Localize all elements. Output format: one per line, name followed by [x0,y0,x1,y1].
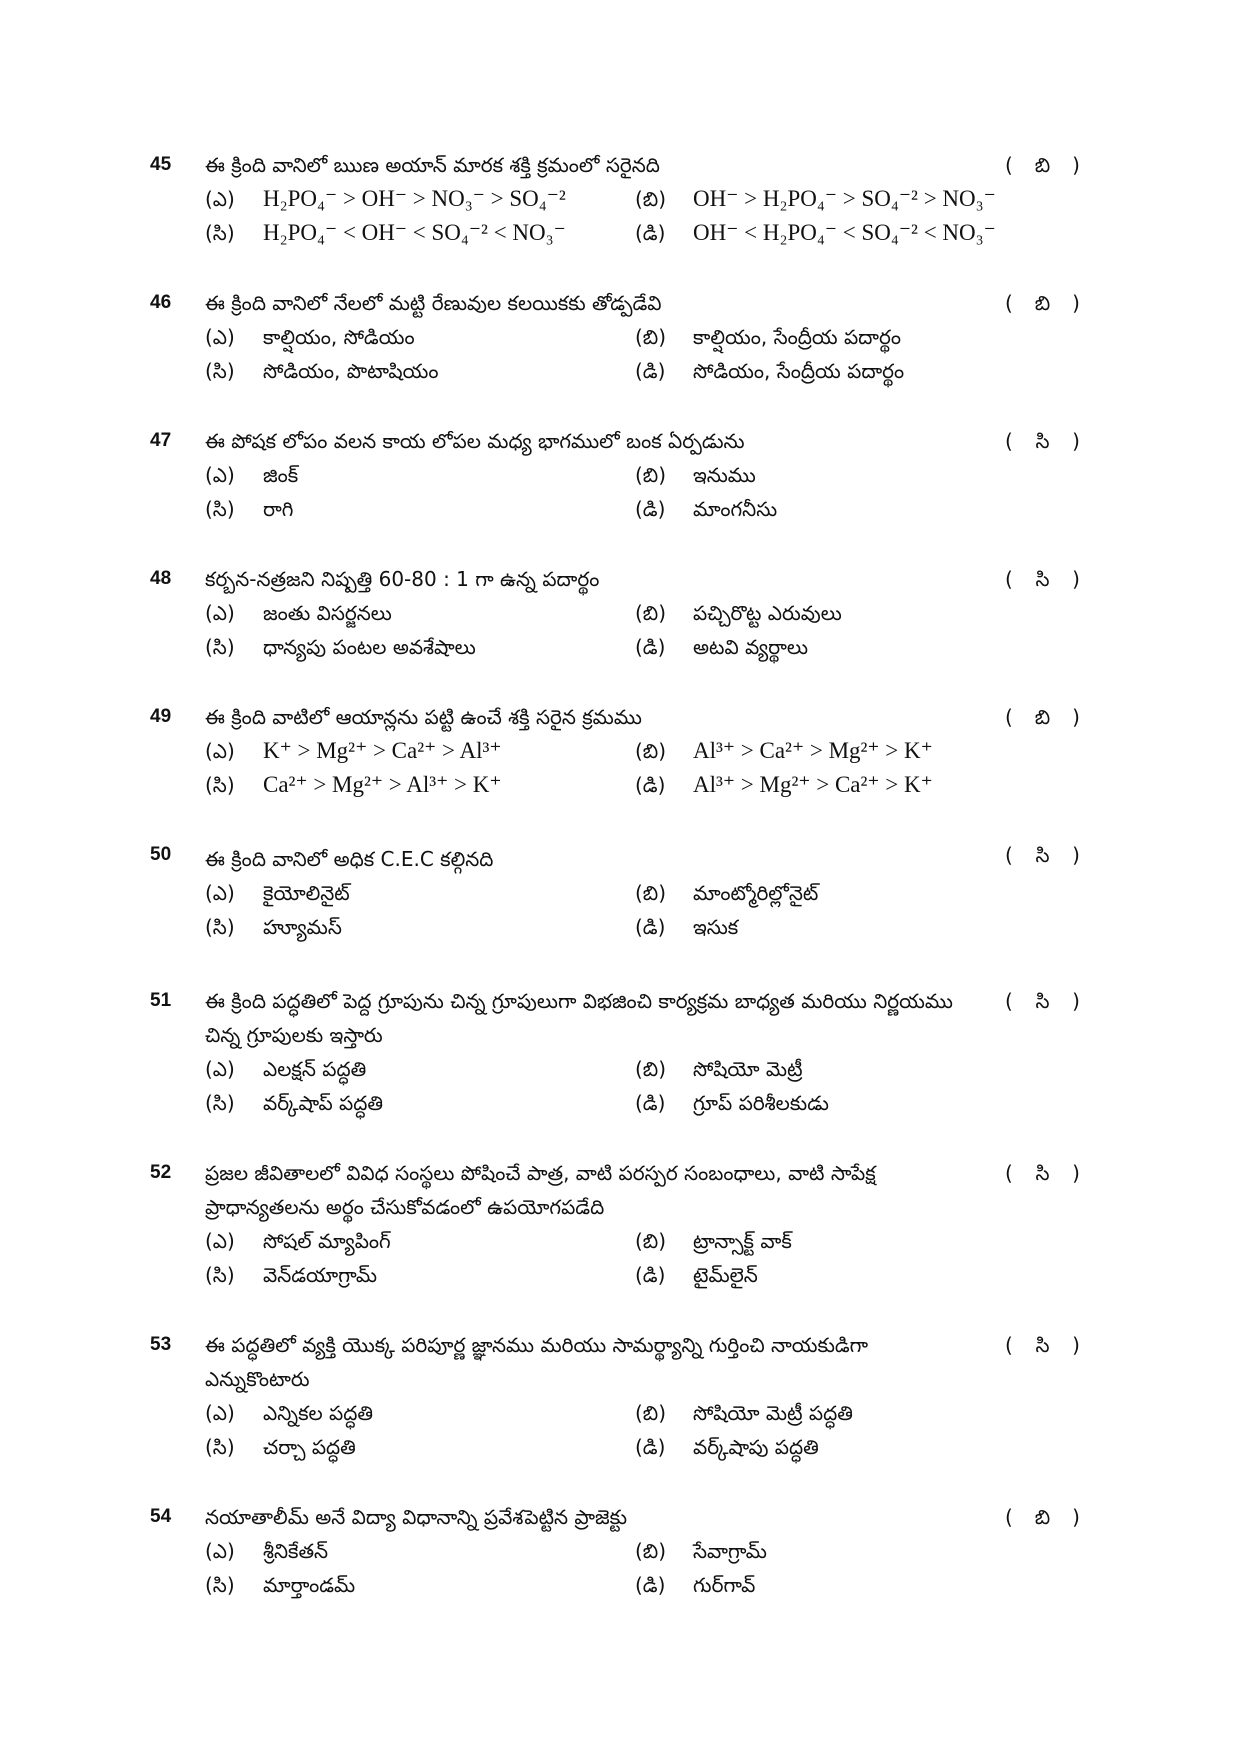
answer-letter: బి [1034,291,1051,315]
option-text: సోడియం, సేంద్రీయ పదార్థం [693,359,905,383]
question-item [0,840,1241,960]
option-label: (డి) [635,915,666,939]
option-label: (సి) [205,915,235,939]
option-a [205,1396,373,1430]
question-stem: ఈ క్రింది వానిలో నేలలో మట్టి రేణువుల కలయికకు తోడ్పడేవి [205,291,662,315]
option-c [205,1568,355,1602]
answer-key: ( బి ) [1005,1502,1080,1532]
option-d [635,768,933,802]
answer-letter: సి [1035,1161,1050,1185]
option-b [635,1534,767,1568]
question-item [0,564,1241,684]
option-text: Ca²⁺ > Mg²⁺ > Al³⁺ > K⁺ [263,772,502,797]
option-text: H₂PO₄⁻ > OH⁻ > NO₃⁻ > SO₄⁻² [263,186,566,211]
option-label: (డి) [635,1435,666,1459]
option-text: OH⁻ < H₂PO₄⁻ < SO₄⁻² < NO₃⁻ [693,220,996,245]
question-item [0,1330,1241,1459]
option-b [635,876,818,910]
question-number: 51 [150,990,172,1011]
option-text: ధాన్యపు పంటల అవశేషాలు [263,635,476,659]
question-number: 49 [150,706,172,727]
question-item [0,1158,1241,1287]
question-number: 53 [150,1334,172,1355]
option-label: (బి) [635,1539,667,1563]
option-b [635,1052,803,1086]
option-label: (సి) [205,1263,235,1287]
question-item [0,702,1241,822]
option-label: (సి) [205,635,235,659]
option-text: గ్రూప్ పరిశీలకుడు [693,1091,829,1115]
option-label: (బి) [635,1401,667,1425]
option-text: సోషియో మెట్రీ పద్ధతి [693,1401,853,1425]
option-label: (సి) [205,1435,235,1459]
option-label: (డి) [635,1573,666,1597]
answer-letter: బి [1034,1505,1051,1529]
option-d [635,1258,758,1292]
option-label: (ఎ) [205,1057,235,1081]
answer-key: ( బి ) [1005,150,1080,180]
option-a [205,876,350,910]
option-text: చర్చా పద్ధతి [263,1435,356,1459]
question-stem: ఈ క్రింది వానిలో ఋణ అయాన్ మారక శక్తి క్రమంలో సరైనది [205,153,660,177]
question-stem: కర్బన-నత్రజని నిష్పత్తి 60-80 : 1 గా ఉన్న పదార్థం [205,567,600,591]
answer-key: ( సి ) [1005,1158,1080,1188]
option-text: మాంగనీసు [693,497,778,521]
answer-key: ( సి ) [1005,426,1080,456]
option-text: K⁺ > Mg²⁺ > Ca²⁺ > Al³⁺ [263,738,502,763]
option-text: వర్క్‌షాప్ పద్ధతి [263,1091,384,1115]
answer-letter: సి [1035,567,1050,591]
option-text: H₂PO₄⁻ < OH⁻ < SO₄⁻² < NO₃⁻ [263,220,566,245]
question-number: 45 [150,154,172,175]
option-label: (బి) [635,601,667,625]
option-label: (బి) [635,1229,667,1253]
question-item [0,288,1241,408]
option-label: (బి) [635,881,667,905]
option-label: (ఎ) [205,325,235,349]
option-text: మార్తాండమ్ [263,1573,356,1597]
option-c [205,354,438,388]
option-b [635,734,933,768]
option-text: ట్రాన్సాక్ట్ వాక్ [693,1229,792,1253]
option-c [205,1430,356,1464]
option-label: (బి) [635,463,667,487]
option-text: గుర్‌గావ్ [693,1573,756,1597]
option-label: (బి) [635,325,667,349]
answer-key: ( సి ) [1005,564,1080,594]
option-text: సేవాగ్రామ్ [693,1539,767,1563]
option-label: (బి) [635,187,667,211]
question-item [0,426,1241,546]
option-text: సోడియం, పొటాషియం [263,359,439,383]
question-stem: ఈ క్రింది వానిలో అధిక C.E.C కల్గినది [205,847,494,871]
option-label: (డి) [635,221,666,245]
option-label: (సి) [205,1573,235,1597]
question-stem: ఈ పద్ధతిలో వ్యక్తి యొక్క పరిపూర్ణ జ్ఞానము మరియు సామర్థ్యాన్ని గుర్తించి నాయకుడిగా ఎన్నుకొంటారు [205,1333,869,1391]
option-a [205,734,502,768]
option-d [635,216,996,250]
option-label: (ఎ) [205,1539,235,1563]
question-stem: ఈ పోషక లోపం వలన కాయ లోపల మధ్య భాగములో బంక ఏర్పడును [205,429,745,453]
option-c [205,1086,383,1120]
option-a [205,1224,391,1258]
answer-letter: బి [1034,705,1051,729]
option-label: (డి) [635,497,666,521]
option-a [205,458,298,492]
answer-key: ( బి ) [1005,702,1080,732]
answer-key: ( సి ) [1005,986,1080,1016]
option-text: కాల్షియం, సోడియం [263,325,415,349]
option-a [205,182,566,216]
question-number: 52 [150,1162,172,1183]
option-label: (సి) [205,359,235,383]
option-text: హ్యూమస్ [263,915,342,939]
option-b [635,1396,853,1430]
option-text: టైమ్‌లైన్ [693,1263,758,1287]
option-b [635,458,756,492]
option-d [635,492,777,526]
option-label: (ఎ) [205,187,235,211]
option-d [635,354,904,388]
option-text: ఎన్నికల పద్ధతి [263,1401,374,1425]
question-stem: నయాతాలీమ్ అనే విద్యా విధానాన్ని ప్రవేశపెట్టిన ప్రాజెక్టు [205,1505,628,1529]
option-c [205,216,566,250]
answer-key: ( సి ) [1005,840,1080,870]
option-text: పచ్చిరొట్ట ఎరువులు [693,601,842,625]
option-text: కాల్షియం, సేంద్రీయ పదార్థం [693,325,901,349]
option-label: (సి) [205,1091,235,1115]
answer-letter: సి [1035,1333,1050,1357]
option-c [205,910,342,944]
option-text: మాంట్మోరిల్లోనైట్ [693,881,819,905]
option-label: (సి) [205,497,235,521]
option-a [205,1534,328,1568]
option-label: (డి) [635,359,666,383]
option-c [205,630,476,664]
option-a [205,320,415,354]
option-text: OH⁻ > H₂PO₄⁻ > SO₄⁻² > NO₃⁻ [693,186,996,211]
option-label: (ఎ) [205,463,235,487]
answer-letter: బి [1034,153,1051,177]
option-label: (ఎ) [205,1401,235,1425]
option-label: (ఎ) [205,881,235,905]
question-item [0,986,1241,1115]
option-d [635,1086,829,1120]
option-b [635,596,842,630]
option-text: వర్క్‌షాపు పద్ధతి [693,1435,819,1459]
option-label: (డి) [635,773,666,797]
answer-letter: సి [1035,989,1050,1013]
option-text: ఇసుక [693,915,739,939]
option-text: శ్రీనికేతన్ [263,1539,329,1563]
question-number: 46 [150,292,172,313]
option-label: (ఎ) [205,1229,235,1253]
option-label: (సి) [205,221,235,245]
option-text: వెన్‌డయాగ్రామ్ [263,1263,378,1287]
question-item [0,150,1241,270]
option-d [635,1568,755,1602]
option-b [635,320,901,354]
option-text: అటవి వ్యర్థాలు [693,635,809,659]
option-text: ఎలక్షన్ పద్ధతి [263,1057,367,1081]
option-text: సోషల్ మ్యాపింగ్ [263,1229,391,1253]
option-text: రాగి [263,497,294,521]
answer-key: ( బి ) [1005,288,1080,318]
option-b [635,182,996,216]
option-text: జంతు విసర్జనలు [263,601,392,625]
option-label: (సి) [205,773,235,797]
option-text: ఇనుము [693,463,756,487]
option-label: (డి) [635,1263,666,1287]
option-d [635,630,808,664]
option-c [205,1258,377,1292]
option-label: (డి) [635,635,666,659]
question-number: 48 [150,568,172,589]
question-item [0,1502,1241,1622]
option-label: (ఎ) [205,601,235,625]
option-label: (డి) [635,1091,666,1115]
option-text: Al³⁺ > Ca²⁺ > Mg²⁺ > K⁺ [693,738,933,763]
option-text: సోషియో మెట్రీ [693,1057,803,1081]
question-stem: ఈ క్రింది వాటిలో ఆయాన్లను పట్టి ఉంచే శక్తి సరైన క్రమము [205,705,642,729]
option-a [205,596,392,630]
option-text: Al³⁺ > Mg²⁺ > Ca²⁺ > K⁺ [693,772,933,797]
question-number: 50 [150,844,172,865]
option-a [205,1052,366,1086]
question-number: 54 [150,1506,172,1527]
question-number: 47 [150,430,172,451]
option-c [205,768,502,802]
option-c [205,492,293,526]
option-b [635,1224,792,1258]
option-label: (ఎ) [205,739,235,763]
option-d [635,1430,819,1464]
option-d [635,910,738,944]
option-text: కైయోలినైట్ [263,881,350,905]
option-label: (బి) [635,1057,667,1081]
answer-letter: సి [1035,429,1050,453]
question-stem: ప్రజల జీవితాలలో వివిధ సంస్థలు పోషించే పాత్ర, వాటి పరస్పర సంబంధాలు, వాటి సాపేక్ష ప్రాధాన్యతలను అర్థం చేసుకోవడంలో ఉపయోగపడేది [205,1161,876,1219]
option-label: (బి) [635,739,667,763]
answer-key: ( సి ) [1005,1330,1080,1360]
answer-letter: సి [1035,843,1050,867]
question-stem: ఈ క్రింది పద్ధతిలో పెద్ద గ్రూపును చిన్న గ్రూపులుగా విభజించి కార్యక్రమ బాధ్యత మరియు నిర్ణయము చిన్న గ్రూపులకు ఇస్తారు [205,989,953,1047]
option-text: జింక్ [263,463,299,487]
